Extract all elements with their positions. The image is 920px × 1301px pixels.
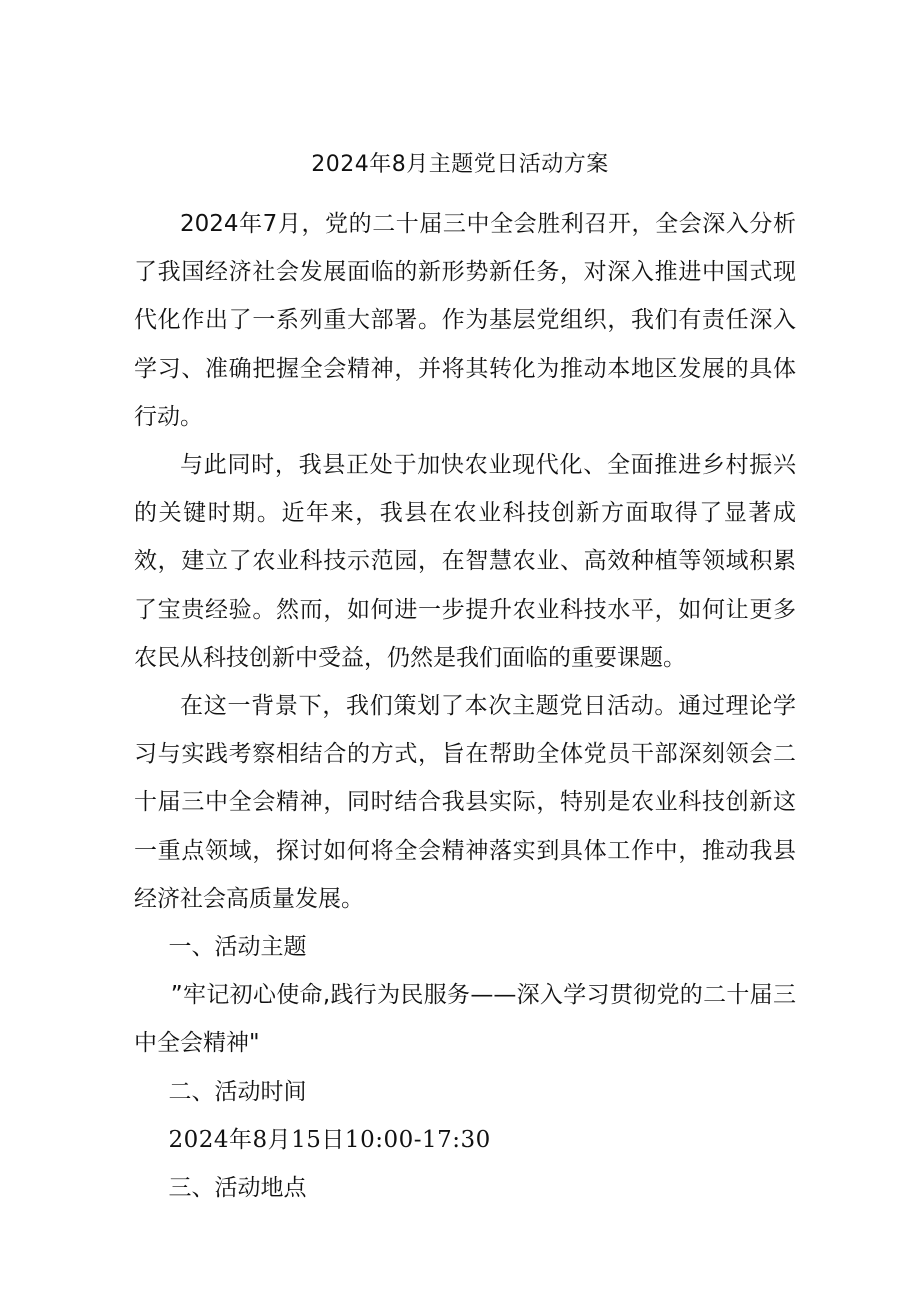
section-body-time: 2024年8月15日10:00-17:30 bbox=[168, 1126, 491, 1153]
paragraph-purpose: 在这一背景下，我们策划了本次主题党日活动。通过理论学习与实践考察相结合的方式，旨在帮助全体党员干部深刻领会二十届三中全会精神，同时结合我县实际，特别是农业科技创新这一重点领域，探讨如何将全会精神落实到具体工作中，推动我县经济社会高质量发展。 bbox=[134, 693, 796, 912]
document-title: 2024年8月主题党日活动方案 bbox=[311, 152, 609, 177]
section-heading-location: 三、活动地点 bbox=[168, 1175, 307, 1202]
paragraph-context: 与此同时，我县正处于加快农业现代化、全面推进乡村振兴的关键时期。近年来，我县在农业科技创新方面取得了显著成效，建立了农业科技示范园，在智慧农业、高效种植等领域积累了宝贵经验。然而，如何进一步提升农业科技水平，如何让更多农民从科技创新中受益，仍然是我们面临的重要课题。 bbox=[134, 452, 796, 671]
document-body bbox=[134, 200, 796, 1212]
paragraph-background: 2024年7月，党的二十届三中全会胜利召开，全会深入分析了我国经济社会发展面临的新形势新任务，对深入推进中国式现代化作出了一系列重大部署。作为基层党组织，我们有责任深入学习、准确把握全会精神，并将其转化为推动本地区发展的具体行动。 bbox=[134, 211, 796, 430]
section-body-theme: ”牢记初心使命,践行为民服务——深入学习贯彻党的二十届三中全会精神" bbox=[134, 982, 796, 1057]
section-heading-time: 二、活动时间 bbox=[168, 1078, 307, 1105]
section-heading-theme: 一、活动主题 bbox=[168, 934, 307, 961]
